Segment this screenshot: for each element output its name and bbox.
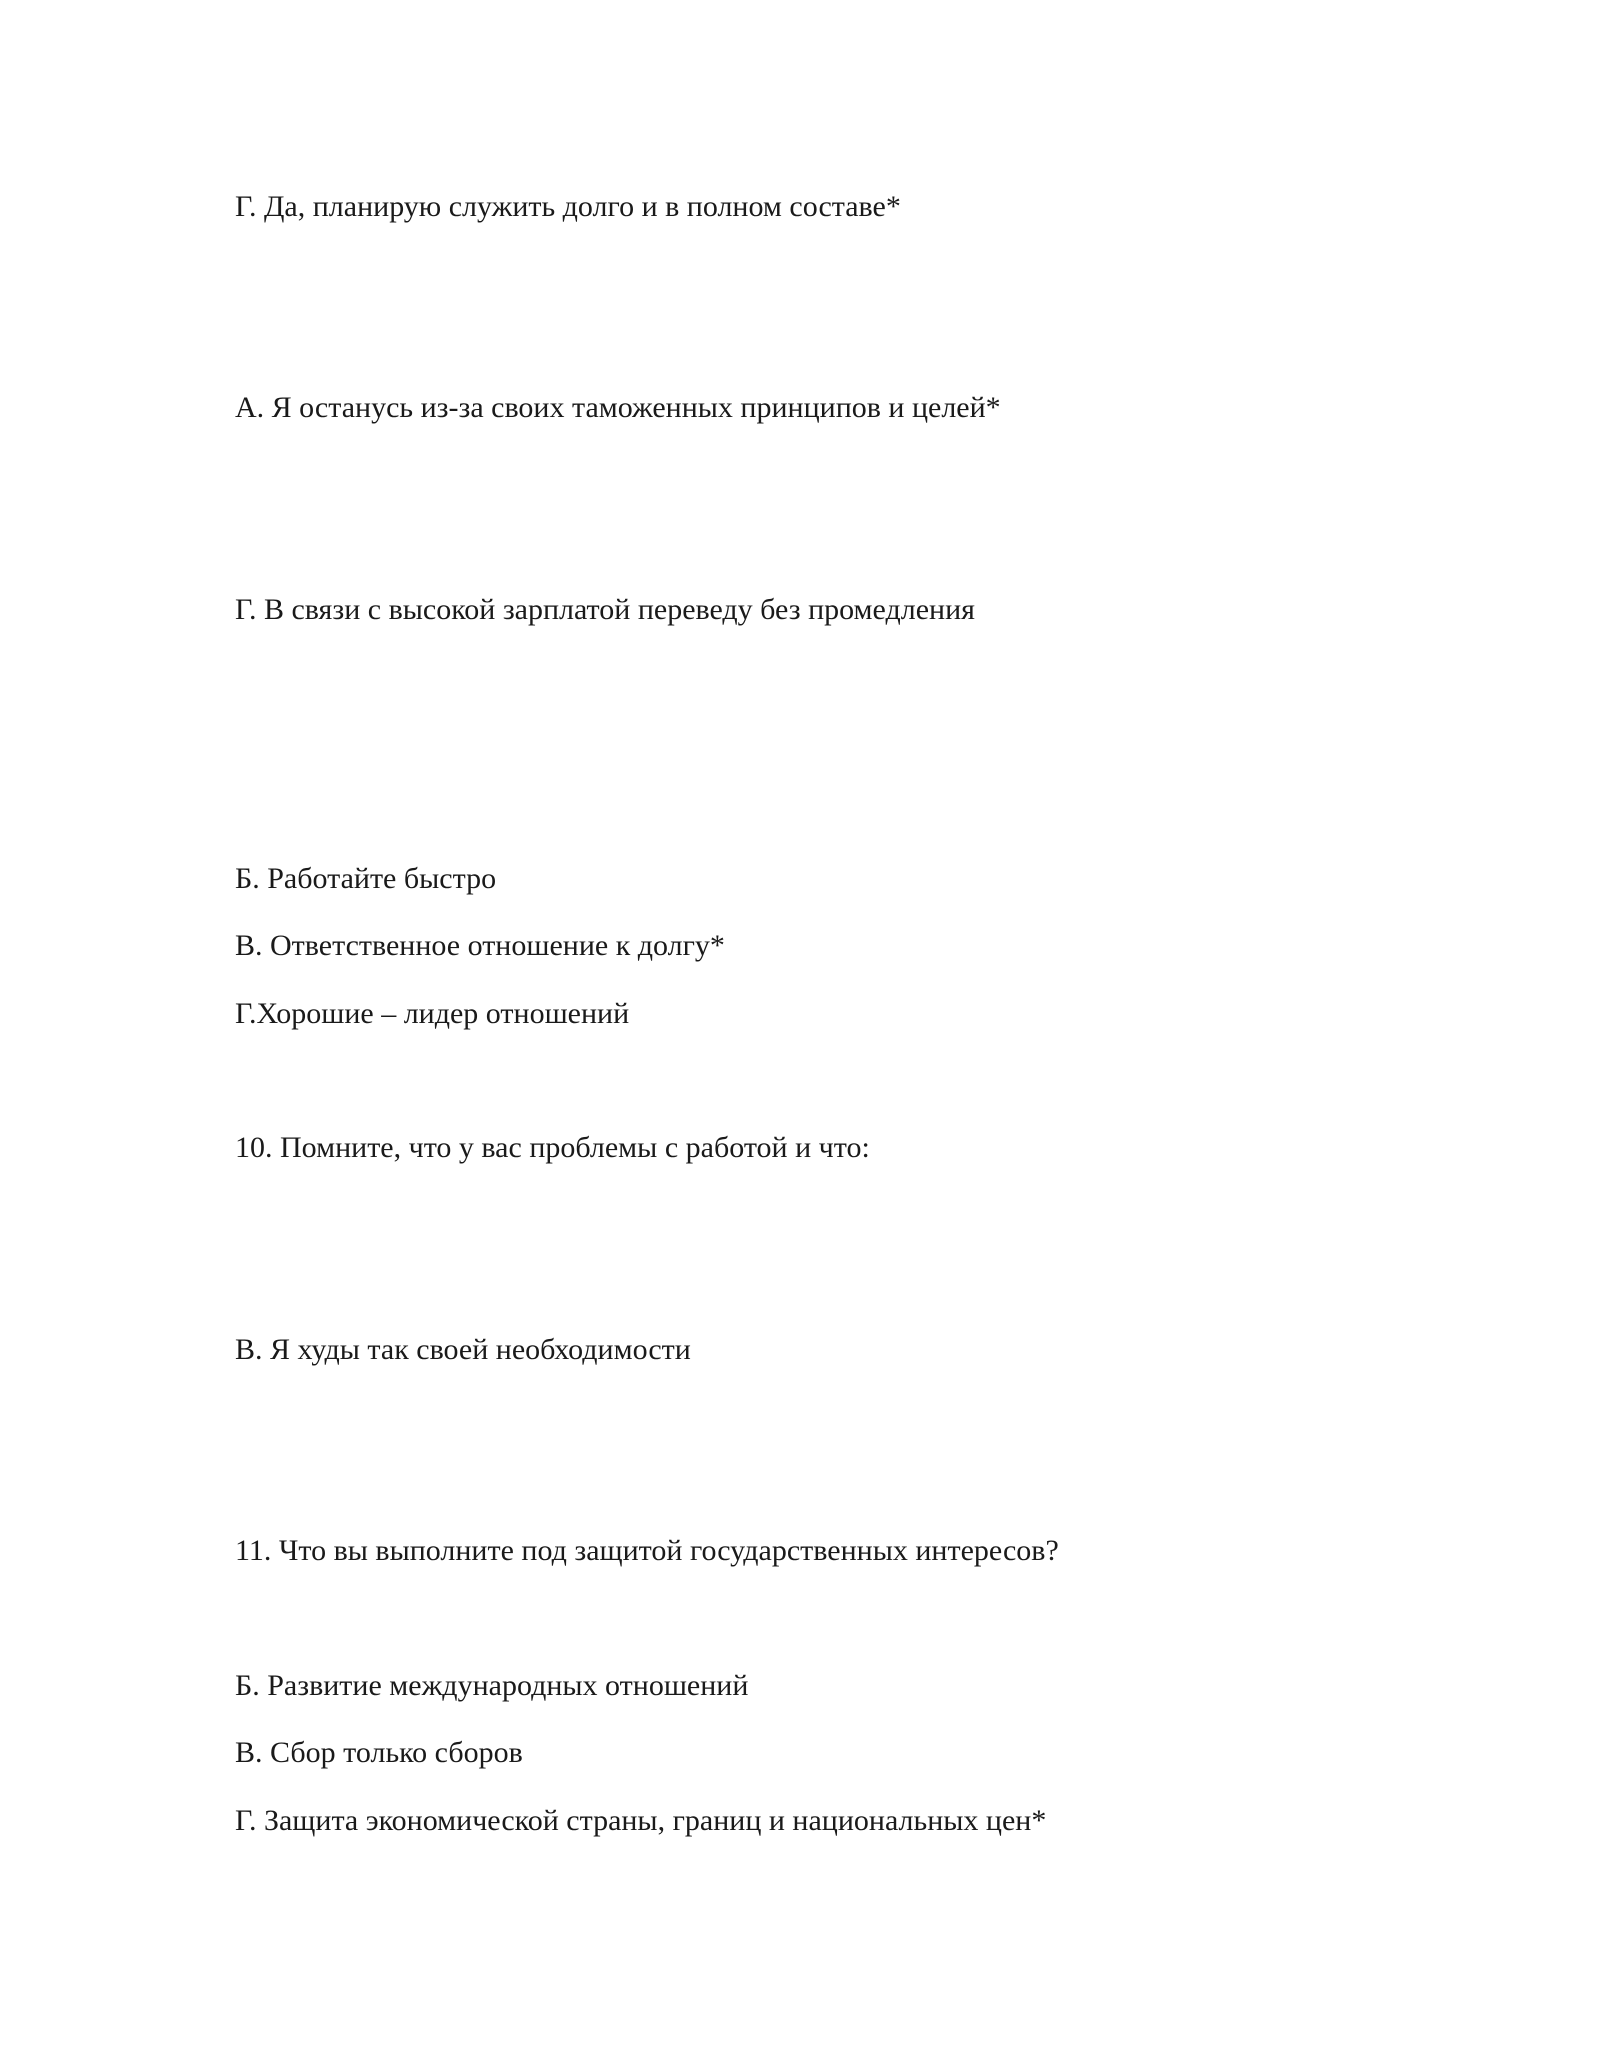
answer-option: Б. Работайте быстро	[235, 862, 497, 895]
answer-option: Г. В связи с высокой зарплатой переведу без промедления	[235, 593, 975, 626]
answer-option: В. Ответственное отношение к долгу*	[235, 929, 725, 962]
answer-option: Г. Да, планирую служить долго и в полном составе*	[235, 190, 901, 223]
question-11: 11. Что вы выполните под защитой государственных интересов?	[235, 1534, 1059, 1567]
question-10: 10. Помните, что у вас проблемы с работой и что:	[235, 1131, 870, 1164]
answer-option: Б. Развитие международных отношений	[235, 1669, 749, 1702]
answer-option: Г.Хорошие – лидер отношений	[235, 997, 630, 1030]
answer-option: А. Я останусь из-за своих таможенных принципов и целей*	[235, 391, 1001, 424]
answer-option: Г. Защита экономической страны, границ и национальных цен*	[235, 1804, 1047, 1837]
answer-option: В. Я худы так своей необходимости	[235, 1333, 691, 1366]
answer-option: В. Сбор только сборов	[235, 1736, 523, 1769]
